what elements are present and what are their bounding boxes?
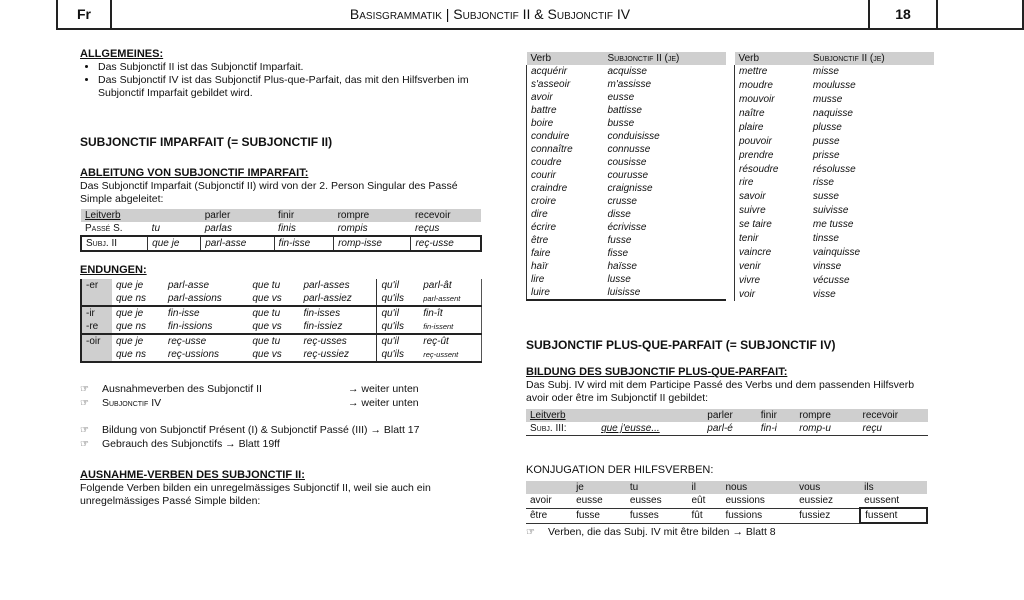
table-row — [735, 273, 934, 287]
pqp-heading: SUBJONCTIF PLUS-QUE-PARFAIT (= SUBJONCTIF IV) — [526, 338, 836, 352]
table-cell: qu'il — [377, 306, 419, 320]
table-cell: résoudre — [735, 162, 809, 176]
table-cell: eusse — [607, 92, 635, 103]
table-cell: reç-usse — [167, 336, 207, 347]
table-cell: parl-assions — [167, 293, 222, 304]
table-cell: parl-ât — [419, 279, 481, 292]
table-row — [527, 221, 727, 234]
table-cell: être — [527, 234, 604, 247]
table-cell: rire — [735, 176, 809, 190]
reference-row — [80, 397, 490, 410]
table-row — [527, 117, 727, 130]
table-cell: qu'il — [377, 334, 419, 348]
table-row — [735, 121, 934, 135]
table-row — [735, 134, 934, 148]
table-cell: voir — [735, 287, 809, 301]
table-header-row — [527, 52, 727, 65]
table-cell: vinsse — [812, 260, 842, 272]
table-cell: Verb — [738, 53, 760, 64]
table-cell: busse — [607, 118, 635, 129]
table-cell: boire — [527, 117, 604, 130]
table-cell: rompre — [337, 210, 370, 221]
table-cell: tu — [151, 223, 161, 234]
table-cell: courir — [527, 169, 604, 182]
table-cell: parlas — [204, 223, 232, 234]
table-cell: Leitverb — [85, 210, 121, 221]
table-cell: finir — [278, 210, 295, 221]
table-row — [527, 169, 727, 182]
table-header-row — [735, 52, 934, 65]
table-cell: pusse — [812, 135, 840, 147]
table-cell: venir — [735, 259, 809, 273]
table-cell: suivre — [735, 204, 809, 218]
table-cell: vécusse — [812, 274, 850, 286]
reference-text: Bildung von Subjonctif Présent (I) & Subjonctif Passé (III) → Blatt 17 — [102, 424, 420, 436]
table-cell: moulusse — [812, 80, 856, 92]
table-cell: conduire — [527, 130, 604, 143]
table-row — [527, 286, 727, 300]
table-cell: parler — [707, 410, 733, 421]
table-cell: acquérir — [527, 65, 604, 78]
table-cell: battre — [527, 104, 604, 117]
table-cell: que je — [148, 236, 201, 251]
table-cell: eusses — [626, 494, 688, 508]
table-cell: reçu — [862, 423, 882, 434]
table-row — [527, 208, 727, 221]
table-cell: suivisse — [812, 205, 849, 217]
table-cell: luire — [527, 286, 604, 300]
table-cell: Subjonctif II (je) — [607, 53, 680, 64]
irregular-verbs-table-left — [526, 52, 726, 301]
table-cell: que je — [116, 280, 144, 291]
table-row — [735, 245, 934, 259]
table-cell: connaître — [527, 143, 604, 156]
endungen-heading: ENDUNGEN: — [80, 264, 147, 276]
table-cell: fin-ît — [419, 306, 481, 320]
table-cell: reç-ussiez — [303, 349, 350, 360]
table-cell: susse — [812, 191, 839, 203]
table-row — [735, 65, 934, 79]
table-cell: fût — [687, 508, 721, 523]
table-cell: parl-asses — [303, 280, 350, 291]
table-row — [81, 348, 482, 362]
table-cell: parl-asse — [201, 236, 274, 251]
table-cell — [81, 348, 112, 362]
table-row — [526, 422, 928, 436]
table-cell: que je — [116, 308, 144, 319]
table-row — [735, 259, 934, 273]
references — [80, 383, 490, 451]
table-cell: fin-issent — [419, 320, 481, 334]
reference-text: Ausnahmeverben des Subjonctif II — [102, 383, 262, 395]
table-cell: Subj. III: — [530, 423, 567, 434]
table-cell: craindre — [527, 182, 604, 195]
pointing-hand-icon: ☞ — [80, 398, 89, 409]
table-cell: fin-isse — [274, 236, 334, 251]
table-cell — [148, 209, 201, 222]
table-cell: reç-ussent — [419, 348, 481, 362]
reference-text: Gebrauch des Subjonctifs → Blatt 19ff — [102, 438, 280, 450]
table-row — [527, 182, 727, 195]
konjugation-table — [526, 481, 928, 524]
table-cell: musse — [812, 94, 843, 106]
table-cell: que tu — [252, 336, 281, 347]
table-cell: visse — [812, 288, 836, 300]
table-cell: romp-u — [799, 423, 831, 434]
table-cell: fisse — [607, 248, 629, 259]
table-cell: dire — [527, 208, 604, 221]
table-cell: nous — [725, 482, 748, 493]
reference-target: → weiter unten — [348, 383, 419, 395]
pointing-hand-icon: ☞ — [80, 384, 89, 395]
table-cell: mettre — [735, 65, 809, 79]
table-row — [527, 91, 727, 104]
reference-target: → weiter unten — [348, 397, 419, 409]
table-row — [735, 218, 934, 232]
ausnahme-heading: AUSNAHME-VERBEN DES SUBJONCTIF II: — [80, 469, 305, 481]
table-cell: que ns — [116, 349, 147, 360]
table-cell: mouvoir — [735, 93, 809, 107]
table-cell: conduisisse — [607, 131, 660, 142]
ableitung-table — [80, 209, 482, 252]
table-cell: ils — [864, 482, 874, 493]
list-item: • Das Subjonctif II ist das Subjonctif Imparfait. — [98, 61, 490, 74]
table-cell: tu — [629, 482, 639, 493]
table-row — [81, 222, 481, 236]
table-cell: romp-isse — [334, 236, 411, 251]
table-row — [81, 236, 481, 251]
table-row — [735, 287, 934, 301]
table-cell: savoir — [735, 190, 809, 204]
table-cell: que ns — [116, 293, 147, 304]
table-cell: reç-ussions — [167, 349, 220, 360]
table-row — [527, 65, 727, 78]
table-cell: tenir — [735, 232, 809, 246]
left-column — [80, 48, 490, 508]
table-cell: fussent — [860, 508, 927, 523]
table-cell: misse — [812, 66, 839, 78]
table-cell: -ir — [81, 306, 112, 320]
table-cell — [526, 481, 572, 494]
table-cell: avoir — [527, 91, 604, 104]
table-cell: reç-ût — [419, 334, 481, 348]
table-cell: fin-issions — [167, 321, 213, 332]
header-empty-cell — [938, 0, 1022, 28]
table-cell: prendre — [735, 148, 809, 162]
table-cell: Leitverb — [530, 410, 566, 421]
table-row — [81, 292, 482, 306]
table-row — [527, 273, 727, 286]
table-cell: qu'il — [377, 279, 419, 292]
table-row — [527, 78, 727, 91]
table-row — [81, 320, 482, 334]
table-cell: que ns — [116, 321, 147, 332]
table-cell: me tusse — [812, 219, 854, 231]
pointing-hand-icon: ☞ — [526, 527, 535, 538]
bildung-table — [526, 409, 928, 436]
table-cell: lusse — [607, 274, 631, 285]
pointing-hand-icon: ☞ — [80, 425, 89, 436]
table-row — [81, 334, 482, 348]
table-cell: coudre — [527, 156, 604, 169]
page-title: Basisgrammatik | Subjonctif II & Subjonctif IV — [349, 6, 631, 22]
table-row — [81, 279, 482, 292]
table-row — [527, 247, 727, 260]
table-cell: moudre — [735, 79, 809, 93]
table-cell: luisisse — [607, 287, 641, 298]
ableitung-heading: ABLEITUNG VON SUBJONCTIF IMPARFAIT: — [80, 167, 309, 179]
irregular-verbs-tables — [526, 52, 936, 301]
reference-row — [80, 383, 490, 396]
table-cell: crusse — [607, 196, 637, 207]
reference-row — [80, 438, 490, 451]
table-cell: fusses — [626, 508, 688, 523]
table-row — [735, 204, 934, 218]
table-cell: connusse — [607, 144, 651, 155]
table-row — [527, 234, 727, 247]
table-cell: qu'ils — [377, 320, 419, 334]
table-cell: parl-assiez — [303, 293, 352, 304]
table-cell: que vs — [252, 321, 282, 332]
table-header-row — [526, 409, 928, 422]
table-cell: Subj. II — [81, 236, 148, 251]
table-cell: que tu — [252, 280, 281, 291]
table-cell: risse — [812, 177, 834, 189]
list-item: • Das Subjonctif IV ist das Subjonctif Plus-que-Parfait, das mit den Hilfsverben im Subjonctif Imparfait gebildet wird. — [98, 74, 490, 100]
table-cell: -re — [81, 320, 112, 334]
reference-text: Subjonctif IV — [102, 397, 162, 409]
table-cell: vivre — [735, 273, 809, 287]
table-cell: battisse — [607, 105, 642, 116]
table-cell: rompis — [337, 223, 368, 234]
table-row — [735, 190, 934, 204]
table-cell: Passé S. — [85, 223, 123, 234]
table-cell: que je — [116, 336, 144, 347]
table-cell: eût — [687, 494, 721, 508]
table-cell: résolusse — [812, 163, 856, 175]
table-row — [81, 306, 482, 320]
table-row — [735, 176, 934, 190]
allgemeines-heading: ALLGEMEINES: — [80, 48, 164, 60]
table-cell: que vs — [252, 349, 282, 360]
section-label: Fr — [58, 0, 112, 28]
table-row — [527, 143, 727, 156]
table-cell: eusse — [572, 494, 626, 508]
table-cell: prisse — [812, 149, 840, 161]
table-row — [527, 104, 727, 117]
table-cell: croire — [527, 195, 604, 208]
ableitung-text: Das Subjonctif Imparfait (Subjonctif II) wird von der 2. Person Singular des Passé Simple abgeleitet: — [80, 180, 458, 205]
table-cell: parler — [204, 210, 231, 221]
irregular-verbs-table-right — [734, 52, 934, 301]
table-cell: plaire — [735, 121, 809, 135]
table-cell: que vs — [252, 293, 282, 304]
table-cell — [597, 409, 703, 422]
reference-row — [80, 424, 490, 437]
table-cell: fusse — [572, 508, 626, 523]
table-cell: haïsse — [607, 261, 637, 272]
reference-text: Verben, die das Subj. IV mit être bilden → Blatt 8 — [548, 526, 776, 538]
table-cell: tinsse — [812, 232, 839, 244]
table-cell: plusse — [812, 121, 842, 133]
table-cell: naquisse — [812, 108, 853, 120]
table-cell: parl-é — [707, 423, 733, 434]
table-cell: eussiez — [795, 494, 860, 508]
table-cell: cousisse — [607, 157, 647, 168]
table-cell: vaincre — [735, 245, 809, 259]
table-cell: acquisse — [607, 66, 647, 77]
table-cell: fussiez — [795, 508, 860, 523]
bildung-heading: BILDUNG DES SUBJONCTIF PLUS-QUE-PARFAIT: — [526, 366, 788, 378]
table-cell: -er — [81, 279, 112, 292]
endungen-table — [80, 279, 482, 363]
table-row — [735, 107, 934, 121]
table-cell: fussions — [721, 508, 795, 523]
table-cell: Subjonctif II (je) — [812, 53, 885, 64]
konjugation-heading: KONJUGATION DER HILFSVERBEN: — [526, 464, 714, 476]
table-cell: craignisse — [607, 183, 653, 194]
table-cell: qu'ils — [377, 292, 419, 306]
table-cell: être — [526, 508, 572, 523]
ausnahme-text: Folgende Verben bilden ein unregelmässiges Subjonctif II, weil sie auch ein unregelmässiges Passé Simple bilden: — [80, 482, 431, 507]
table-cell: je — [576, 482, 584, 493]
table-cell: parl-assent — [419, 292, 481, 306]
table-cell: courusse — [607, 170, 649, 181]
table-cell: reç-usses — [303, 336, 347, 347]
table-cell: m'assisse — [607, 79, 652, 90]
table-cell: vous — [799, 482, 821, 493]
table-cell: parl-asse — [167, 280, 210, 291]
table-cell: fin-isse — [167, 308, 200, 319]
table-cell: fin-i — [760, 423, 777, 434]
table-cell: recevoir — [414, 210, 451, 221]
reference-row — [526, 526, 936, 539]
table-row — [735, 232, 934, 246]
table-cell: finir — [760, 410, 777, 421]
page-number: 18 — [868, 0, 938, 28]
allgemeines-list — [80, 61, 490, 100]
table-cell — [81, 292, 112, 306]
table-header-row — [81, 209, 481, 222]
table-row — [735, 148, 934, 162]
table-cell: finis — [278, 223, 296, 234]
table-cell: vainquisse — [812, 246, 861, 258]
table-cell: avoir — [526, 494, 572, 508]
table-cell: fin-isses — [303, 308, 341, 319]
table-row — [735, 79, 934, 93]
table-cell: faire — [527, 247, 604, 260]
table-row — [527, 260, 727, 273]
table-row — [527, 156, 727, 169]
table-row — [735, 93, 934, 107]
table-cell: se taire — [735, 218, 809, 232]
table-cell: recevoir — [862, 410, 899, 421]
table-row — [527, 195, 727, 208]
table-row — [526, 508, 927, 523]
table-cell: eussent — [860, 494, 927, 508]
table-row — [527, 130, 727, 143]
imparfait-heading: SUBJONCTIF IMPARFAIT (= SUBJONCTIF II) — [80, 135, 333, 149]
table-cell: naître — [735, 107, 809, 121]
table-cell: écrire — [527, 221, 604, 234]
table-cell: que j'eusse... — [601, 423, 660, 434]
table-cell: Verb — [530, 53, 552, 64]
table-cell: lire — [527, 273, 604, 286]
bildung-text: Das Subj. IV wird mit dem Participe Passé des Verbs und dem passenden Hilfsverb avoir oder être im Subjonctif II gebildet: — [526, 379, 915, 404]
table-cell: écrivisse — [607, 222, 647, 233]
table-cell: disse — [607, 209, 631, 220]
table-header-row — [526, 481, 927, 494]
table-row — [735, 162, 934, 176]
table-cell: fin-issiez — [303, 321, 343, 332]
table-cell: -oir — [81, 334, 112, 348]
right-column — [526, 52, 936, 540]
table-cell: s'asseoir — [527, 78, 604, 91]
table-cell: rompre — [799, 410, 831, 421]
table-cell: haïr — [527, 260, 604, 273]
table-cell: reçus — [414, 223, 440, 234]
table-row — [526, 494, 927, 508]
pointing-hand-icon: ☞ — [80, 439, 89, 450]
table-cell: fusse — [607, 235, 632, 246]
table-cell: qu'ils — [377, 348, 419, 362]
table-cell: eussions — [721, 494, 795, 508]
table-cell: pouvoir — [735, 134, 809, 148]
page-header — [56, 0, 1024, 30]
table-cell: reç-usse — [411, 236, 481, 251]
table-cell: il — [691, 482, 696, 493]
table-cell: que tu — [252, 308, 281, 319]
